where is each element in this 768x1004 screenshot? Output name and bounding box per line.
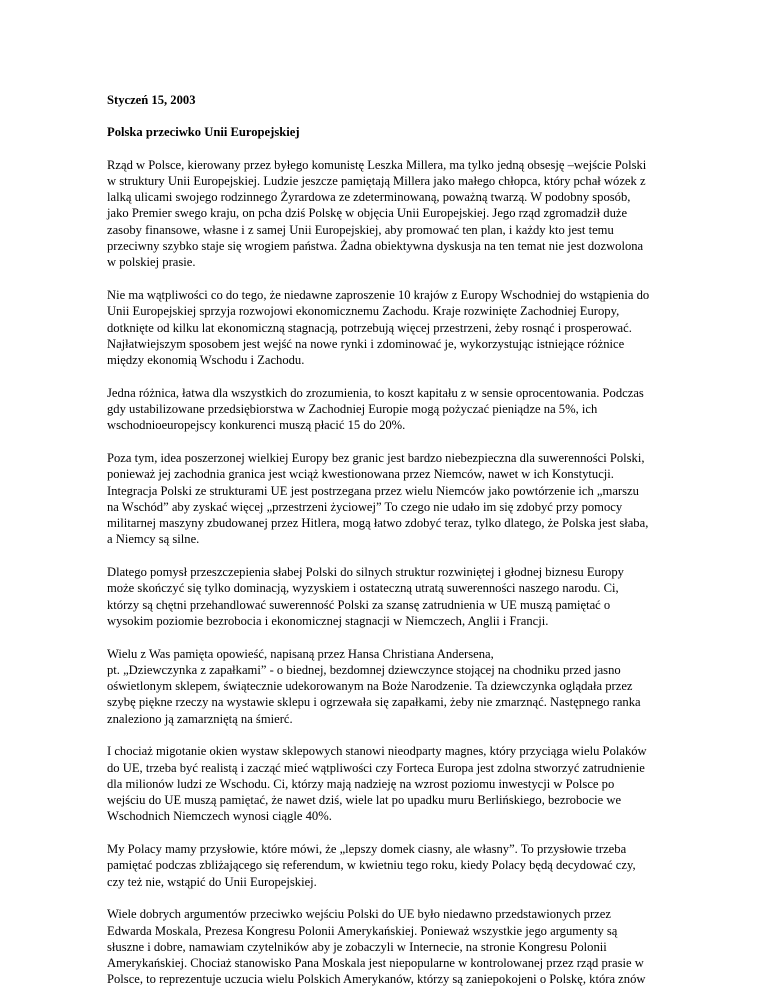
text-line: Dlatego pomysł przeszczepienia słabej Polski do silnych struktur rozwiniętej i głodnej biznesu Europy — [107, 565, 624, 580]
text-line: Jedna różnica, łatwa dla wszystkich do zrozumienia, to koszt kapitału z w sensie oprocentowania. Podczas — [107, 385, 644, 400]
text-line: My Polacy mamy przysłowie, które mówi, że „lepszy domek ciasny, ale własny”. To przysłowie trzeba — [107, 842, 627, 857]
text-line: przeciwny szybko staje się wrogiem państwa. Żadna obiektywna dyskusja na ten temat nie jest dozwolona — [107, 239, 644, 254]
paragraph — [107, 646, 677, 727]
text-line: Rząd w Polsce, kierowany przez byłego komunistę Leszka Millera, ma tylko jedną obsesję –wejście Polski — [107, 157, 647, 172]
paragraph — [107, 385, 677, 434]
document-body — [107, 157, 677, 988]
text-line: między ekonomią Wschodu i Zachodu. — [107, 353, 305, 368]
text-line: Poza tym, idea poszerzonej wielkiej Europy bez granic jest bardzo niebezpieczna dla suwerenności Polski, — [107, 450, 645, 465]
paragraph — [107, 841, 677, 890]
text-line: gdy ustabilizowane przedsiębiorstwa w Zachodniej Europie mogą pożyczać pieniądze na 5%, ich — [107, 402, 598, 417]
text-line: Najłatwiejszym sposobem jest wejść na nowe rynki i zdominować je, wykorzystując istniejące różnice — [107, 336, 625, 351]
text-line: wysokim poziomie bezrobocia i ekonomicznej stagnacji w Niemczech, Anglii i Francji. — [107, 613, 549, 628]
text-line: pt. „Dziewczynka z zapałkami” - o biednej, bezdomnej dziewczynce stojącej na chodniku przed jasno — [107, 662, 621, 677]
text-line: w struktury Unii Europejskiej. Ludzie jeszcze pamiętają Millera jako małego chłopca, który pchał wózek z — [107, 173, 646, 188]
text-line: czy też nie, wstąpić do Unii Europejskiej. — [107, 874, 317, 889]
text-line: ponieważ jej zachodnia granica jest wciąż kwestionowana przez Niemców, nawet w ich Konstytucji. — [107, 467, 614, 482]
text-line: Integracja Polski ze strukturami UE jest postrzegana przez wielu Niemców jako powtórzenie ich „marszu — [107, 483, 639, 498]
text-line: Edwarda Moskala, Prezesa Kongresu Polonii Amerykańskiej. Ponieważ wszystkie jego argumenty są — [107, 923, 618, 938]
text-line: wejściu do UE muszą pamiętać, że nawet dziś, wiele lat po upadku muru Berlińskiego, bezrobocie we — [107, 793, 622, 808]
text-line: Polsce, to reprezentuje uczucia wielu Polskich Amerykanów, którzy są zaniepokojeni o Polskę, która znów — [107, 972, 646, 987]
document-date: Styczeń 15, 2003 — [107, 93, 196, 107]
document-title: Polska przeciwko Unii Europejskiej — [107, 125, 300, 140]
text-line: zasoby finansowe, własne i z samej Unii Europejskiej, aby promować ten plan, i każdy kto jest temu — [107, 222, 614, 237]
text-line: I chociaż migotanie okien wystaw sklepowych stanowi nieodparty magnes, który przyciąga wielu Polaków — [107, 744, 647, 759]
text-line: szybę piękne rzeczy na wystawie sklepu i ogrzewała się zapałkami, żeby nie zmarznąć. Następnego ranka — [107, 695, 641, 710]
text-line: a Niemcy są silne. — [107, 532, 200, 547]
text-line: znaleziono ją zamarzniętą na śmierć. — [107, 711, 293, 726]
paragraph — [107, 743, 677, 824]
text-line: dla milionów ludzi ze Wschodu. Ci, którzy mają nadzieję na wzrost poziomu inwestycji w Polsce po — [107, 776, 615, 791]
text-line: pamiętać podczas zbliżającego się referendum, w kwietniu tego roku, kiedy Polacy będą decydować czy, — [107, 858, 636, 873]
text-line: na Wschód” aby zyskać więcej „przestrzeni życiowej” To czego nie udało im się zdobyć przy pomocy — [107, 499, 623, 514]
text-line: Nie ma wątpliwości co do tego, że niedawne zaproszenie 10 krajów z Europy Wschodniej do wstąpienia do — [107, 287, 650, 302]
paragraph — [107, 287, 677, 368]
text-line: jako Premier swego kraju, on pcha dziś Polskę w objęcia Unii Europejskiej. Jego rząd zgromadził duże — [107, 206, 628, 221]
paragraph — [107, 906, 677, 987]
text-line: militarnej maszyny zbudowanej przez Hitlera, mogą łatwo zdobyć teraz, tylko dlatego, że Polska jest słaba, — [107, 516, 649, 531]
text-line: Wiele dobrych argumentów przeciwko wejściu Polski do UE było niedawno przedstawionych przez — [107, 907, 611, 922]
text-line: Amerykańskiej. Chociaż stanowisko Pana Moskala jest niepopularne w kontrolowanej przez rząd prasie w — [107, 956, 644, 971]
text-line: oświetlonym sklepem, świątecznie udekorowanym na Boże Narodzenie. Ta dziewczynka oglądała przez — [107, 679, 633, 694]
text-line: lalką ulicami swojego rodzinnego Żyrardowa ze zdeterminowaną, poważną twarzą. W podobny sposób, — [107, 190, 631, 205]
text-line: Wielu z Was pamięta opowieść, napisaną przez Hansa Christiana Andersena, — [107, 646, 494, 661]
text-line: dotknięte od kilku lat ekonomiczną stagnacją, potrzebują więcej przestrzeni, żeby rosnąć i prosperować. — [107, 320, 632, 335]
text-line: wschodnioeuropejscy konkurenci muszą płacić 15 do 20%. — [107, 418, 406, 433]
text-line: słuszne i dobre, namawiam czytelników aby je zobaczyli w Internecie, na stronie Kongresu Polonii — [107, 939, 607, 954]
text-line: do UE, trzeba być realistą i zacząć mieć wątpliwości czy Forteca Europa jest zdolna stworzyć zatrudnienie — [107, 760, 645, 775]
text-line: Wschodnich Niemczech wynosi ciągle 40%. — [107, 809, 332, 824]
document-page — [107, 92, 677, 1004]
paragraph — [107, 450, 677, 548]
text-line: w polskiej prasie. — [107, 255, 196, 270]
text-line: którzy są chętni przehandlować suwerenność Polski za szansę zatrudnienia w UE muszą pamiętać o — [107, 597, 611, 612]
text-line: może skończyć się tylko dominacją, wyzyskiem i ostateczną utratą suwerenności naszego narodu. Ci, — [107, 581, 619, 596]
text-line: Unii Europejskiej sprzyja rozwojowi ekonomicznemu Zachodu. Kraje rozwinięte Zachodniej Europy, — [107, 304, 620, 319]
paragraph — [107, 564, 677, 629]
paragraph — [107, 157, 677, 271]
